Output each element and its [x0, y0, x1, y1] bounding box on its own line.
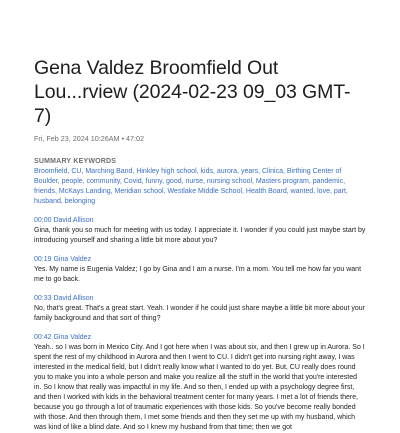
document-title: Gena Valdez Broomfield Out Lou...rview (2024-02-23 09_03 GMT-7) — [34, 57, 351, 127]
speech-text: Yeah.. so I was born in Mexico City. And I got here when I was about six, and then I grew up in Aurora. So I spent the rest of my childhood in Aurora and then I went to CU. I didn't get into nursing right away, I was interested in the medical field, but I didn't really know what I wanted to do yet. But, CU really does round you to make you into a whole person and make you realize all the stuff in the world that you're interested in. So I know that really was impactful in my life. And so then, I ended up with a psychology degree first, and then I worked with kids in the behavioral treatment center for many years. I met a lot of friends there, because you go through a lot of traumatic experiences with those kids. So you've become really bonded with those. And then through them, I met some friends and then they set me up with my husband, which was kind of like a blind date. And so I knew my husband from that time; then we got — [34, 344, 365, 431]
transcript-entry — [34, 294, 366, 324]
speaker-timestamp: 00:00 David Allison — [34, 217, 94, 224]
speaker-timestamp: 00:19 Gina Valdez — [34, 256, 92, 263]
transcript-entry — [34, 216, 366, 246]
keywords-list: Broomfield, CU, Marching Band, Hinkley high school, kids, aurora, years, Clinica, Birthing Center of Boulder, people, community, Covid, funny, good, nurse, nursing school, Masters program, pandemic, friends, McKays Landing, Meridian school, Westlake Middle School, Health Board, wanted, love, part, husband, belonging — [34, 168, 348, 205]
speech-text: Yes. My name is Eugenia Valdez; I go by Gina and I am a nurse. I'm a mom. You tell me how far you want me to go back. — [34, 266, 362, 283]
speaker-timestamp: 00:33 David Allison — [34, 295, 94, 302]
transcript-entry — [34, 333, 366, 433]
speech-text: No, that's great. That's a great start. Yeah. I wonder if he could just share maybe a little bit more about your family background and that sort of thing? — [34, 305, 365, 322]
transcript-entry — [34, 255, 366, 285]
speech-text: Gina, thank you so much for meeting with us today. I appreciate it. I wonder if you could just maybe start by introducing yourself and sharing a little bit more about you? — [34, 227, 366, 244]
keywords-label: SUMMARY KEYWORDS — [34, 158, 117, 165]
speaker-timestamp: 00:42 Gina Valdez — [34, 334, 92, 341]
document-meta: Fri, Feb 23, 2024 10:26AM • 47:02 — [34, 134, 144, 143]
